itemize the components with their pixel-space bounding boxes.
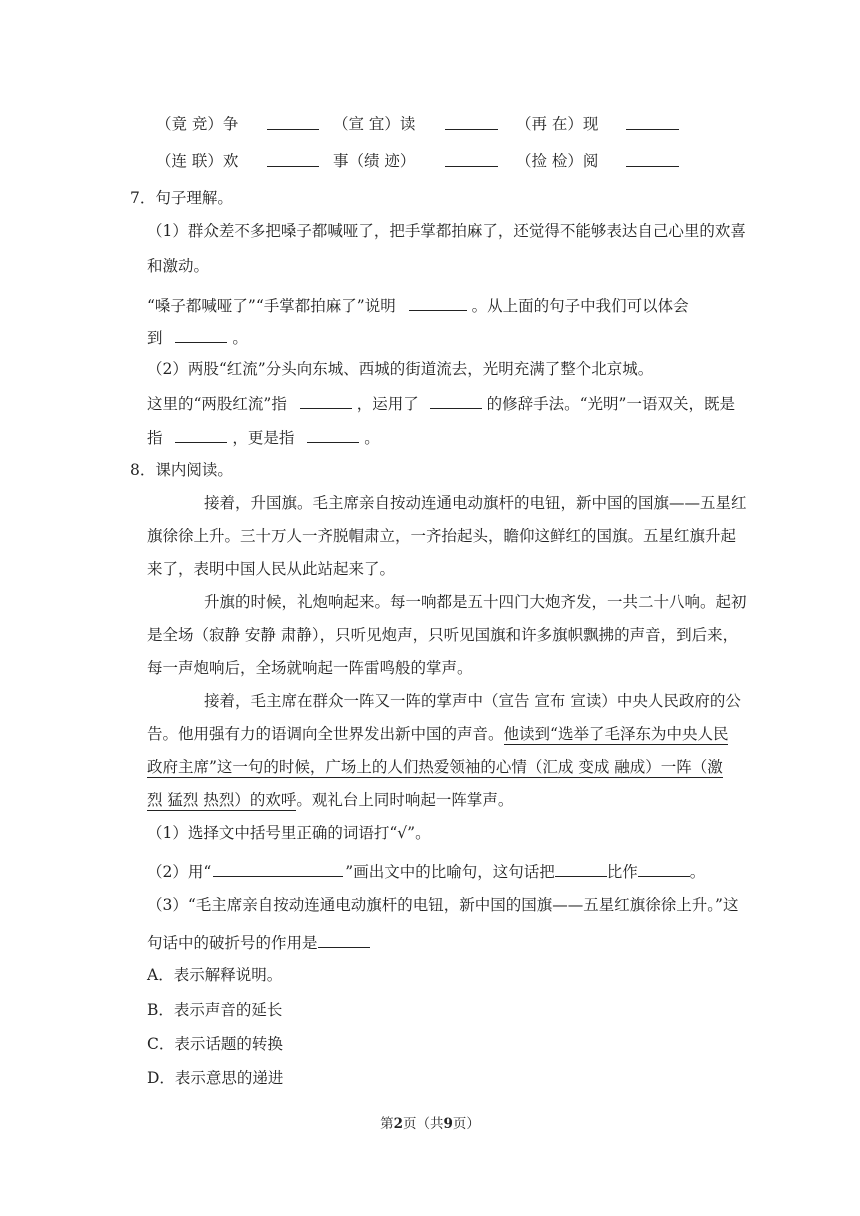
sub-question bbox=[147, 931, 370, 953]
option-c[interactable]: C．表示话题的转换 bbox=[147, 1035, 283, 1053]
answer-blank[interactable] bbox=[267, 113, 319, 130]
answer-blank[interactable] bbox=[445, 113, 498, 130]
question-text bbox=[147, 426, 380, 448]
q6-word: 事（绩 迹） bbox=[333, 152, 416, 170]
answer-blank[interactable] bbox=[409, 294, 467, 311]
answer-blank[interactable] bbox=[300, 392, 352, 409]
page-footer bbox=[0, 1112, 860, 1132]
passage-line: 接着，毛主席在群众一阵又一阵的掌声中（宣告 宣布 宣读）中央人民政府的公 bbox=[204, 692, 741, 710]
q6-word: （再 在）现 bbox=[516, 115, 599, 133]
underlined-metaphor: 政府主席”这一句的时候，广场上的人们热爱领袖的心情（汇成 变成 融成）一阵（激 bbox=[147, 758, 723, 776]
footer-text: 页（共 bbox=[403, 1116, 444, 1132]
question-text bbox=[147, 392, 735, 414]
text-segment: 到 bbox=[147, 329, 163, 347]
passage-line: 接着，升国旗。毛主席亲自按动连通电动旗杆的电钮，新中国的国旗——五星红 bbox=[204, 494, 747, 512]
total-pages: 9 bbox=[443, 1116, 453, 1132]
option-d[interactable]: D．表示意思的递进 bbox=[147, 1069, 284, 1087]
answer-blank[interactable] bbox=[445, 150, 498, 167]
passage-line bbox=[147, 757, 723, 777]
text-segment: 比作 bbox=[606, 863, 638, 881]
text-segment: ，运用了 bbox=[356, 395, 419, 413]
answer-blank[interactable] bbox=[307, 426, 359, 443]
text-segment: “嗓子都喊哑了”“手掌都拍麻了”说明 bbox=[147, 297, 396, 315]
text-segment: 句话中的破折号的作用是 bbox=[147, 934, 318, 952]
text-segment: 。从上面的句子中我们可以体会 bbox=[471, 297, 689, 315]
q6-word: （宣 宜）读 bbox=[333, 115, 416, 133]
answer-blank[interactable] bbox=[267, 150, 319, 167]
underlined-metaphor: 他读到“选举了毛泽东为中央人民 bbox=[503, 725, 729, 743]
text-segment: 这里的“两股红流”指 bbox=[147, 395, 287, 413]
answer-blank[interactable] bbox=[175, 426, 227, 443]
passage-line: 来了，表明中国人民从此站起来了。 bbox=[147, 560, 396, 578]
answer-blank[interactable] bbox=[175, 326, 227, 343]
passage-line: 升旗的时候，礼炮响起来。每一响都是五十四门大炮齐发，一共二十八响。起初 bbox=[204, 593, 747, 611]
question-title: 7．句子理解。 bbox=[130, 189, 233, 207]
answer-blank[interactable] bbox=[318, 931, 370, 948]
passage-line: 旗徐徐上升。三十万人一齐脱帽肃立，一齐抬起头，瞻仰这鲜红的国旗。五星红旗升起 bbox=[147, 527, 737, 545]
text-segment: 的修辞手法。“光明”一语双关，既是 bbox=[486, 395, 735, 413]
footer-text: 第 bbox=[380, 1116, 394, 1132]
sub-question: （1）选择文中括号里正确的词语打“√”。 bbox=[147, 824, 431, 842]
text-segment: 。 bbox=[232, 329, 248, 347]
passage-line: 每一声炮响后，全场就响起一阵雷鸣般的掌声。 bbox=[147, 659, 473, 677]
passage-line: 是全场（寂静 安静 肃静），只听见炮声，只听见国旗和许多旗帜飘拂的声音，到后来， bbox=[147, 626, 739, 644]
question-text: 和激动。 bbox=[147, 257, 210, 275]
passage-line bbox=[147, 724, 728, 744]
answer-blank[interactable] bbox=[430, 392, 482, 409]
option-a[interactable]: A．表示解释说明。 bbox=[147, 966, 283, 984]
answer-blank[interactable] bbox=[555, 860, 607, 877]
text-segment: 。观礼台上同时响起一阵掌声。 bbox=[296, 791, 514, 809]
question-text bbox=[147, 326, 248, 348]
sub-question bbox=[147, 860, 705, 882]
text-segment: ”画出文中的比喻句，这句话把 bbox=[345, 863, 555, 881]
q6-word: （竟 竞）争 bbox=[156, 115, 239, 133]
question-title: 8．课内阅读。 bbox=[130, 461, 233, 479]
text-segment: 。 bbox=[689, 863, 706, 881]
answer-blank[interactable] bbox=[626, 150, 679, 167]
text-segment: ，更是指 bbox=[232, 429, 295, 447]
text-segment: 告。他用强有力的语调向全世界发出新中国的声音。 bbox=[147, 725, 504, 743]
page-number: 2 bbox=[393, 1116, 403, 1132]
question-text bbox=[147, 294, 689, 316]
sub-question: （3）“毛主席亲自按动连通电动旗杆的电钮，新中国的国旗——五星红旗徐徐上升。”这 bbox=[147, 896, 739, 914]
q6-word: （连 联）欢 bbox=[156, 152, 239, 170]
q6-word: （捡 检）阅 bbox=[516, 152, 599, 170]
answer-blank[interactable] bbox=[626, 113, 679, 130]
text-segment: 。 bbox=[364, 429, 380, 447]
passage-line bbox=[147, 790, 513, 810]
text-segment: 指 bbox=[147, 429, 163, 447]
option-b[interactable]: B．表示声音的延长 bbox=[147, 1001, 283, 1019]
answer-blank[interactable] bbox=[638, 860, 690, 877]
text-segment: （2）用“ bbox=[147, 863, 212, 881]
question-text: （1）群众差不多把嗓子都喊哑了，把手掌都拍麻了，还觉得不能够表达自己心里的欢喜 bbox=[147, 222, 746, 240]
underlined-metaphor: 烈 猛烈 热烈）的欢呼 bbox=[147, 791, 297, 809]
footer-text: 页） bbox=[452, 1116, 480, 1132]
question-text: （2）两股“红流”分头向东城、西城的街道流去，光明充满了整个北京城。 bbox=[147, 360, 654, 378]
underline-sample bbox=[213, 860, 343, 877]
